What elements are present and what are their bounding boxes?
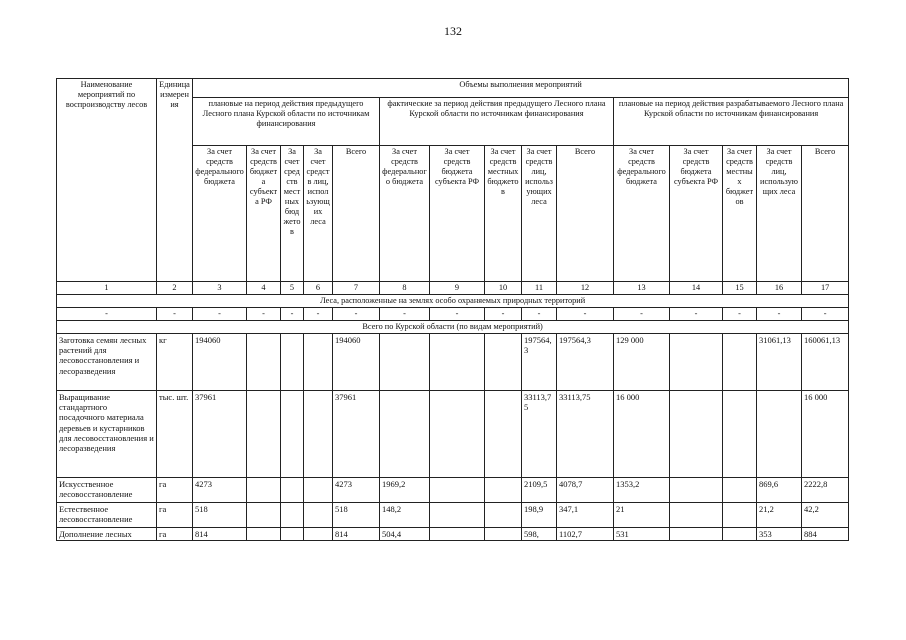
row-cell [304,502,333,527]
row-cell [485,527,522,540]
sub-header: За счет средств федерального бюджета [380,146,430,282]
row-unit: га [157,527,193,540]
row-cell [670,502,723,527]
row-cell: 197564,3 [522,333,557,390]
row-cell: 1353,2 [614,477,670,502]
row-cell [670,477,723,502]
row-cell [380,333,430,390]
col-number: 7 [333,282,380,295]
row-cell: 33113,75 [522,390,557,477]
col-number: 6 [304,282,333,295]
column-numbers-row [57,282,849,295]
row-cell: 884 [802,527,849,540]
row-cell [304,527,333,540]
dash-cell: - [193,308,247,321]
row-cell: 814 [193,527,247,540]
row-cell [247,502,281,527]
col-unit-header: Единица измерения [157,79,193,282]
row-cell: 531 [614,527,670,540]
row-cell: 198,9 [522,502,557,527]
col-number: 5 [281,282,304,295]
row-cell: 2222,8 [802,477,849,502]
row-cell [281,502,304,527]
row-cell [281,477,304,502]
dash-cell: - [430,308,485,321]
dash-cell: - [757,308,802,321]
forest-reproduction-table [56,78,849,541]
row-unit: га [157,477,193,502]
table-row [57,527,849,540]
table-row [57,477,849,502]
dash-row [57,308,849,321]
dash-cell: - [557,308,614,321]
sub-header: За счет средств местных бюджетов [485,146,522,282]
col-number: 4 [247,282,281,295]
sub-header: Всего [333,146,380,282]
row-name: Выращивание стандартного посадочного материала деревьев и кустарников для лесовосстановления и лесоразведения [57,390,157,477]
row-cell: 1969,2 [380,477,430,502]
dash-cell: - [304,308,333,321]
dash-cell: - [333,308,380,321]
row-cell [304,390,333,477]
page-number: 132 [444,24,462,38]
sub-header: За счет средств бюджета субъекта РФ [670,146,723,282]
row-cell [430,390,485,477]
row-cell [485,333,522,390]
sub-header: За счет средств федерального бюджета [193,146,247,282]
col-number: 10 [485,282,522,295]
dash-cell: - [57,308,157,321]
col-number: 15 [723,282,757,295]
row-unit: кг [157,333,193,390]
section-protected-title: Леса, расположенные на землях особо охраняемых природных территорий [57,295,849,308]
col-name-header: Наименование мероприятий по воспроизводству лесов [57,79,157,282]
row-cell [247,390,281,477]
section-total-title: Всего по Курской области (по видам мероприятий) [57,320,849,333]
row-cell: 21,2 [757,502,802,527]
group-planned-prev-header: плановые на период действия предыдущего Лесного плана Курской области по источникам финансирования [193,98,380,146]
row-cell: 814 [333,527,380,540]
col-number: 12 [557,282,614,295]
sub-header: За счет средств лиц, использующих леса [522,146,557,282]
header-row-1 [57,79,849,98]
row-cell [485,502,522,527]
dash-cell: - [247,308,281,321]
row-cell [670,390,723,477]
row-cell: 16 000 [614,390,670,477]
col-number: 8 [380,282,430,295]
row-cell: 347,1 [557,502,614,527]
row-cell: 194060 [193,333,247,390]
volumes-header: Объемы выполнения мероприятий [193,79,849,98]
sub-header: За счет средств бюджета субъекта РФ [430,146,485,282]
group-planned-new-header: плановые на период действия разрабатываемого Лесного плана Курской области по источникам финансирования [614,98,849,146]
row-cell [723,502,757,527]
col-number: 14 [670,282,723,295]
sub-header: Всего [802,146,849,282]
row-name: Заготовка семян лесных растений для лесовосстановления и лесоразведения [57,333,157,390]
row-cell: 37961 [333,390,380,477]
col-number: 1 [57,282,157,295]
sub-header: За счет средств лиц, использующих леса [304,146,333,282]
col-number: 13 [614,282,670,295]
row-cell [281,390,304,477]
row-cell [281,333,304,390]
row-cell [670,527,723,540]
row-cell [723,477,757,502]
row-cell [723,333,757,390]
row-cell [430,502,485,527]
col-number: 17 [802,282,849,295]
dash-cell: - [281,308,304,321]
group-actual-prev-header: фактические за период действия предыдущего Лесного плана Курской области по источникам финансирования [380,98,614,146]
row-cell: 598, [522,527,557,540]
col-number: 2 [157,282,193,295]
table-row [57,502,849,527]
row-cell: 353 [757,527,802,540]
col-number: 16 [757,282,802,295]
col-number: 11 [522,282,557,295]
row-cell [304,333,333,390]
dash-cell: - [380,308,430,321]
dash-cell: - [723,308,757,321]
row-cell: 1102,7 [557,527,614,540]
dash-cell: - [157,308,193,321]
row-cell: 37961 [193,390,247,477]
row-cell: 869,6 [757,477,802,502]
row-cell [247,477,281,502]
row-cell: 16 000 [802,390,849,477]
row-cell [723,390,757,477]
row-cell: 148,2 [380,502,430,527]
dash-cell: - [522,308,557,321]
row-name: Естественное лесовосстановление [57,502,157,527]
row-cell [430,333,485,390]
dash-cell: - [670,308,723,321]
row-cell: 4078,7 [557,477,614,502]
col-number: 3 [193,282,247,295]
col-number: 9 [430,282,485,295]
row-cell: 504,4 [380,527,430,540]
dash-cell: - [485,308,522,321]
table-row [57,333,849,390]
row-cell [247,333,281,390]
row-name: Дополнение лесных [57,527,157,540]
row-cell [304,477,333,502]
sub-header: За счет средств федерального бюджета [614,146,670,282]
sub-header: За счет средств местных бюджетов [281,146,304,282]
dash-cell: - [614,308,670,321]
row-unit: тыс. шт. [157,390,193,477]
row-cell: 518 [333,502,380,527]
row-unit: га [157,502,193,527]
row-cell [670,333,723,390]
row-cell: 31061,13 [757,333,802,390]
row-name: Искусственное лесовосстановление [57,477,157,502]
sub-header: За счет средств лиц, использующих леса [757,146,802,282]
row-cell [430,477,485,502]
row-cell: 4273 [333,477,380,502]
row-cell [757,390,802,477]
section-protected-row [57,295,849,308]
row-cell [380,390,430,477]
row-cell: 33113,75 [557,390,614,477]
row-cell [723,527,757,540]
row-cell [485,477,522,502]
row-cell [247,527,281,540]
row-cell: 129 000 [614,333,670,390]
row-cell: 4273 [193,477,247,502]
table-row [57,390,849,477]
sub-header: За счет средств бюджета субъекта РФ [247,146,281,282]
dash-cell: - [802,308,849,321]
row-cell: 194060 [333,333,380,390]
row-cell: 2109,5 [522,477,557,502]
row-cell: 160061,13 [802,333,849,390]
row-cell: 21 [614,502,670,527]
row-cell [430,527,485,540]
section-total-row [57,320,849,333]
sub-header: Всего [557,146,614,282]
row-cell [485,390,522,477]
row-cell [281,527,304,540]
row-cell: 518 [193,502,247,527]
row-cell: 197564,3 [557,333,614,390]
row-cell: 42,2 [802,502,849,527]
sub-header: За счет средств местных бюджетов [723,146,757,282]
